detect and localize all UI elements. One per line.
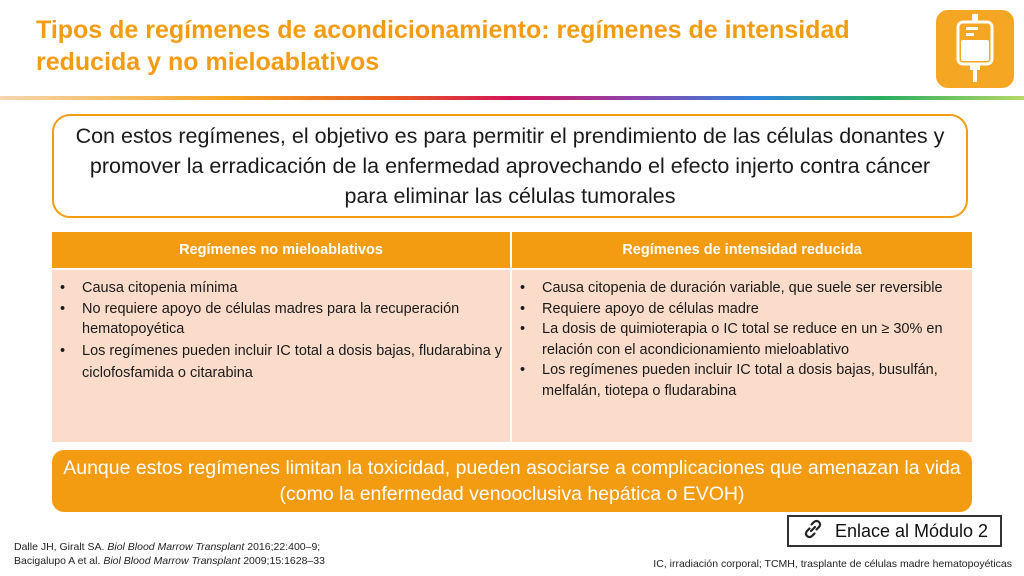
reference-2	[14, 554, 325, 568]
list-item: • Los regímenes pueden incluir IC total a dosis bajas, fludarabina y ciclofosfamida o citarabina	[60, 340, 504, 384]
list-item: • Causa citopenia mínima	[60, 278, 504, 299]
ref-authors: Bacigalupo A et al.	[14, 555, 104, 567]
rainbow-divider	[0, 96, 1024, 100]
link-icon	[801, 517, 825, 546]
intro-box	[52, 114, 968, 218]
cell-no-mieloablativos	[52, 270, 510, 442]
ref-authors: Dalle JH, Giralt SA.	[14, 541, 108, 553]
page-title: Tipos de regímenes de acondicionamiento: regímenes de intensidad reducida y no mieloablativos	[36, 16, 850, 76]
comparison-table	[52, 232, 972, 442]
ref-journal: Biol Blood Marrow Transplant	[103, 555, 241, 567]
iv-bag-icon	[936, 10, 1014, 88]
module-link-button[interactable]	[787, 515, 1002, 547]
warning-callout	[52, 450, 972, 512]
reference-1	[14, 540, 325, 554]
cell-intensidad-reducida	[512, 270, 972, 442]
abbreviations-footnote: IC, irradiación corporal; TCMH, trasplante de células madre hematopoyéticas	[653, 558, 1012, 570]
list-item: • La dosis de quimioterapia o IC total se reduce en un ≥ 30% en relación con el acondicionamiento mieloablativo	[520, 319, 966, 360]
ref-journal: Biol Blood Marrow Transplant	[107, 541, 245, 553]
header-no-mieloablativos: Regímenes no mieloablativos	[52, 232, 510, 268]
ref-details: 2016;22:400–9;	[244, 541, 321, 553]
header-intensidad-reducida: Regímenes de intensidad reducida	[512, 232, 972, 268]
list-item: • Requiere apoyo de células madre	[520, 299, 966, 320]
ref-details: 2009;15:1628–33	[240, 555, 325, 567]
list-item: • Causa citopenia de duración variable, que suele ser reversible	[520, 278, 966, 299]
link-label: Enlace al Módulo 2	[834, 520, 989, 541]
list-item: • Los regímenes pueden incluir IC total a dosis bajas, busulfán, melfalán, tiotepa o fludarabina	[520, 360, 966, 401]
callout-text: Aunque estos regímenes limitan la toxicidad, pueden asociarse a complicaciones que amenazan la vida (como la enfermedad venooclusiva hepática o EVOH)	[63, 457, 961, 505]
intro-text: Con estos regímenes, el objetivo es para permitir el prendimiento de las células donantes y promover la erradicación de la enfermedad aprovechando el efecto injerto contra cáncer para eliminar las células tumorales	[75, 124, 945, 208]
references	[14, 540, 325, 568]
list-item: • No requiere apoyo de células madres para la recuperación hematopoyética	[60, 299, 504, 340]
